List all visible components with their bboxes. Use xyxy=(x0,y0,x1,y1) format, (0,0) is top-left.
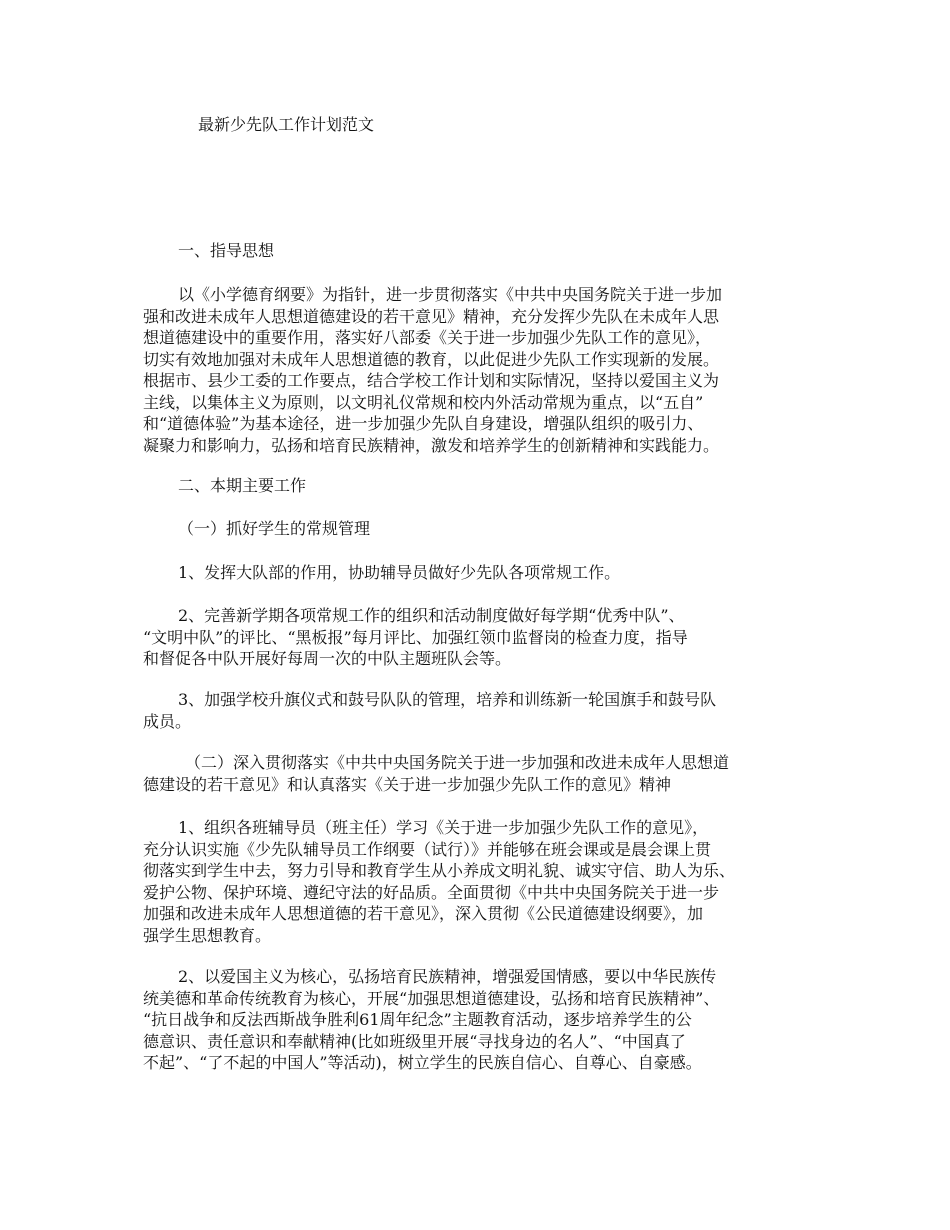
text-line: 以《小学德育纲要》为指针，进一步贯彻落实《中共中央国务院关于进一步加 xyxy=(178,285,723,304)
paragraph-item xyxy=(143,605,823,670)
text-line: 和“道德体验”为基本途径，进一步加强少先队自身建设，增强队组织的吸引力、 xyxy=(143,414,704,433)
text-line: 切实有效地加强对未成年人思想道德的教育，以此促进少先队工作实现新的发展。 xyxy=(143,349,720,369)
heading-text: （一）抓好学生的常规管理 xyxy=(178,519,371,538)
text-line: 2、以爱国主义为核心，弘扬培育民族精神，增强爱国情感，要以中华民族传 xyxy=(178,967,717,986)
paragraph-item xyxy=(143,689,823,732)
heading-text: 二、本期主要工作 xyxy=(178,476,307,495)
text-line: 1、组织各班辅导员（班主任）学习《关于进一步加强少先队工作的意见》， xyxy=(178,818,709,837)
subsection-heading-routine-management xyxy=(143,518,823,540)
text-line: 和督促各中队开展好每周一次的中队主题班队会等。 xyxy=(143,649,512,668)
section-heading-main-work xyxy=(143,475,823,497)
text-line: 不起”、“了不起的中国人”等活动)，树立学生的民族自信心、自尊心、自豪感。 xyxy=(143,1053,702,1072)
paragraph-item xyxy=(143,562,823,584)
document-title: 最新少先队工作计划范文 xyxy=(198,115,375,134)
text-line: 3、加强学校升旗仪式和鼓号队队的管理，培养和训练新一轮国旗手和鼓号队 xyxy=(178,690,717,709)
heading-text: （二）深入贯彻落实《中共中央国务院关于进一步加强和改进未成年人思想道 xyxy=(185,753,730,772)
text-line: 1、发挥大队部的作用，协助辅导员做好少先队各项常规工作。 xyxy=(178,563,621,582)
text-line: 强和改进未成年人思想道德建设的若干意见》精神，充分发挥少先队在未成年人思 xyxy=(143,306,720,326)
subsection-heading-implement-opinions xyxy=(143,752,823,795)
paragraph-item xyxy=(143,817,823,946)
heading-text: 德建设的若干意见》和认真落实《关于进一步加强少先队工作的意见》精神 xyxy=(143,774,672,794)
text-line: 爱护公物、保护环境、遵纪守法的好品质。全面贯彻《中共中央国务院关于进一步 xyxy=(143,882,720,902)
text-line: “文明中队”的评比、“黑板报”每月评比、加强红领巾监督岗的检查力度，指导 xyxy=(143,627,688,647)
text-line: 凝聚力和影响力，弘扬和培育民族精神，激发和培养学生的创新精神和实践能力。 xyxy=(143,435,720,455)
text-line: 成员。 xyxy=(143,711,192,731)
paragraph-item xyxy=(143,966,823,1074)
paragraph-guiding-ideology xyxy=(143,284,823,456)
text-line: 主线，以集体主义为原则，以文明礼仪常规和校内外活动常规为重点，以“五自” xyxy=(143,392,704,412)
text-line: 德意识、责任意识和奉献精神(比如班级里开展“寻找身边的名人”、“中国真了 xyxy=(143,1031,686,1051)
text-line: 想道德建设中的重要作用，落实好八部委《关于进一步加强少先队工作的意见》， xyxy=(143,328,712,347)
text-line: 加强和改进未成年人思想道德的若干意见》，深入贯彻《公民道德建设纲要》，加 xyxy=(143,904,704,923)
section-heading-guiding-ideology xyxy=(143,240,823,262)
text-line: 强学生思想教育。 xyxy=(143,925,272,945)
heading-text: 一、指导思想 xyxy=(178,241,275,260)
text-line: 充分认识实施《少先队辅导员工作纲要（试行）》并能够在班会课或是晨会课上贯 xyxy=(143,839,712,859)
text-line: 统美德和革命传统教育为核心，开展“加强思想道德建设，弘扬和培育民族精神”、 xyxy=(143,988,720,1008)
text-line: “抗日战争和反法西斯战争胜利61周年纪念”主题教育活动，逐步培养学生的公 xyxy=(143,1010,692,1029)
text-line: 彻落实到学生中去，努力引导和教育学生从小养成文明礼貌、诚实守信、助人为乐、 xyxy=(143,861,736,880)
text-line: 2、完善新学期各项常规工作的组织和活动制度做好每学期“优秀中队”、 xyxy=(178,606,685,625)
text-line: 根据市、县少工委的工作要点，结合学校工作计划和实际情况，坚持以爱国主义为 xyxy=(143,371,720,390)
